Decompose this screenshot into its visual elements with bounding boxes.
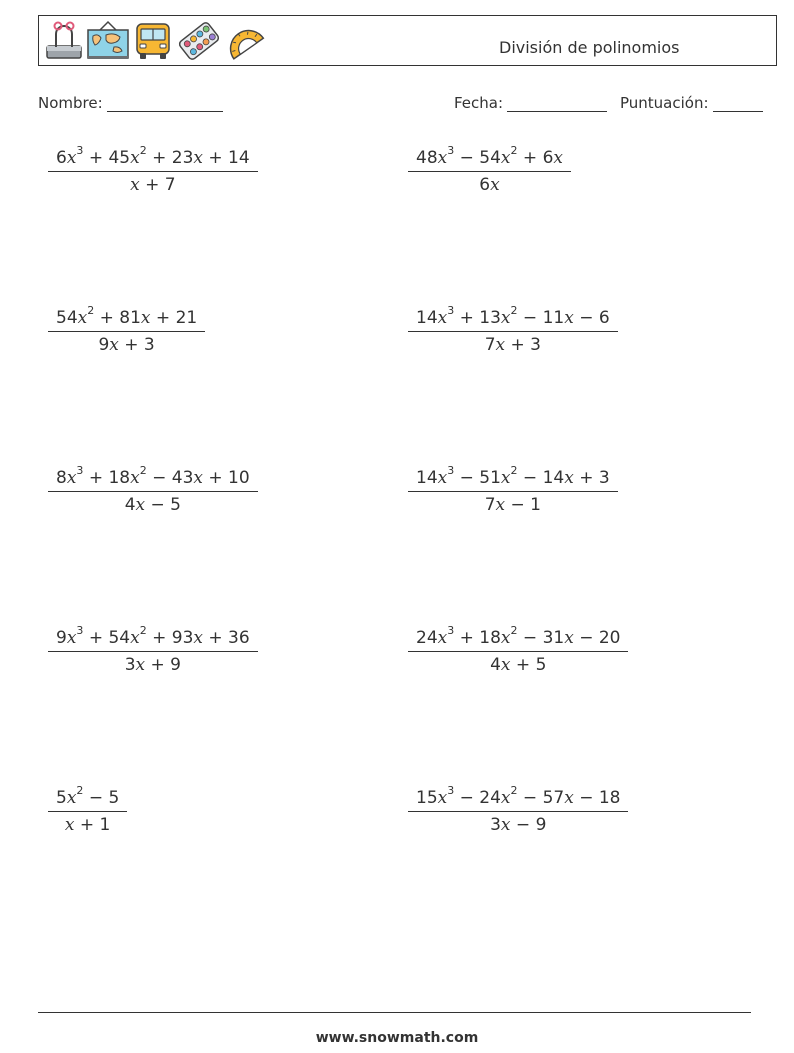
variable-x: x bbox=[564, 628, 574, 648]
term-text: 7 bbox=[484, 335, 496, 355]
denominator bbox=[408, 492, 618, 515]
worksheet-title: División de polinomios bbox=[499, 38, 680, 57]
name-label: Nombre: bbox=[38, 94, 103, 112]
term-text: + 13 bbox=[454, 308, 501, 328]
variable-x: x bbox=[500, 468, 511, 488]
term-text: − 18 bbox=[573, 788, 621, 808]
exponent: 2 bbox=[76, 784, 84, 798]
numerator bbox=[408, 624, 628, 651]
term-text: + 9 bbox=[145, 655, 181, 675]
exponent: 2 bbox=[87, 304, 95, 318]
paint-palette-icon bbox=[177, 20, 221, 62]
exponent: 2 bbox=[510, 304, 518, 318]
variable-x: x bbox=[140, 308, 151, 328]
numerator bbox=[408, 304, 618, 331]
protractor-icon bbox=[223, 20, 265, 62]
term-text: 3 bbox=[124, 655, 136, 675]
variable-x: x bbox=[130, 175, 140, 195]
term-text: + 10 bbox=[202, 468, 250, 488]
problem-3 bbox=[48, 304, 205, 355]
term-text: 6 bbox=[56, 148, 67, 168]
term-text: + 18 bbox=[454, 628, 501, 648]
term-text: − 5 bbox=[83, 788, 120, 808]
term-text: 4 bbox=[124, 495, 136, 515]
variable-x: x bbox=[437, 628, 448, 648]
variable-x: x bbox=[500, 788, 511, 808]
term-text: − 14 bbox=[517, 468, 565, 488]
term-text: 14 bbox=[416, 308, 438, 328]
denominator bbox=[48, 652, 258, 675]
variable-x: x bbox=[495, 495, 506, 515]
problem-7 bbox=[48, 624, 258, 675]
denominator bbox=[48, 492, 258, 515]
term-text: + 14 bbox=[202, 148, 250, 168]
date-blank-line[interactable] bbox=[507, 95, 607, 112]
date-label: Fecha: bbox=[454, 94, 504, 112]
exponent: 2 bbox=[139, 464, 147, 478]
term-text: − 6 bbox=[573, 308, 610, 328]
exponent: 3 bbox=[447, 784, 455, 798]
binder-clip-icon bbox=[44, 20, 84, 62]
term-text: + 7 bbox=[139, 175, 176, 195]
variable-x: x bbox=[130, 468, 140, 488]
exponent: 3 bbox=[76, 144, 84, 158]
term-text: − 43 bbox=[146, 468, 194, 488]
term-text: − 31 bbox=[517, 628, 565, 648]
variable-x: x bbox=[437, 468, 448, 488]
score-field[interactable] bbox=[620, 94, 763, 112]
term-text: + 36 bbox=[202, 628, 250, 648]
term-text: + 45 bbox=[83, 148, 131, 168]
term-text: − 57 bbox=[517, 788, 565, 808]
term-text: + 93 bbox=[146, 628, 194, 648]
term-text: + 5 bbox=[510, 655, 547, 675]
term-text: + 21 bbox=[150, 308, 198, 328]
exponent: 3 bbox=[447, 304, 455, 318]
problem-6 bbox=[408, 464, 618, 515]
term-text: 14 bbox=[416, 468, 438, 488]
term-text: 54 bbox=[56, 308, 78, 328]
problem-9 bbox=[48, 784, 127, 835]
denominator bbox=[408, 332, 618, 355]
date-field[interactable] bbox=[454, 94, 607, 112]
term-text: 9 bbox=[56, 628, 67, 648]
variable-x: x bbox=[130, 628, 140, 648]
denominator bbox=[408, 172, 571, 195]
term-text: + 3 bbox=[573, 468, 610, 488]
variable-x: x bbox=[564, 308, 574, 328]
denominator bbox=[408, 652, 628, 675]
term-text: 7 bbox=[484, 495, 496, 515]
term-text: − 5 bbox=[145, 495, 181, 515]
variable-x: x bbox=[564, 788, 574, 808]
worksheet-header bbox=[38, 15, 777, 66]
term-text: 15 bbox=[416, 788, 438, 808]
variable-x: x bbox=[500, 815, 511, 835]
variable-x: x bbox=[64, 815, 75, 835]
numerator bbox=[48, 304, 205, 331]
variable-x: x bbox=[193, 628, 203, 648]
term-text: − 24 bbox=[454, 788, 501, 808]
problem-2 bbox=[408, 144, 571, 195]
term-text: − 9 bbox=[510, 815, 547, 835]
variable-x: x bbox=[437, 308, 448, 328]
problem-1 bbox=[48, 144, 258, 195]
variable-x: x bbox=[553, 148, 563, 168]
problem-10 bbox=[408, 784, 628, 835]
problem-8 bbox=[408, 624, 628, 675]
term-text: − 54 bbox=[454, 148, 501, 168]
term-text: − 1 bbox=[505, 495, 541, 515]
term-text: + 6 bbox=[517, 148, 554, 168]
variable-x: x bbox=[66, 628, 77, 648]
score-label: Puntuación: bbox=[620, 94, 709, 112]
name-blank-line[interactable] bbox=[107, 95, 223, 112]
footer-divider bbox=[38, 1012, 751, 1013]
variable-x: x bbox=[500, 655, 511, 675]
variable-x: x bbox=[130, 148, 140, 168]
term-text: 3 bbox=[490, 815, 501, 835]
numerator bbox=[48, 464, 258, 491]
numerator bbox=[408, 784, 628, 811]
exponent: 2 bbox=[139, 144, 147, 158]
term-text: + 23 bbox=[146, 148, 194, 168]
problem-4 bbox=[408, 304, 618, 355]
variable-x: x bbox=[66, 468, 77, 488]
exponent: 3 bbox=[447, 464, 455, 478]
numerator bbox=[48, 784, 127, 811]
term-text: + 18 bbox=[83, 468, 131, 488]
term-text: 24 bbox=[416, 628, 438, 648]
variable-x: x bbox=[500, 308, 511, 328]
term-text: 9 bbox=[98, 335, 110, 355]
denominator bbox=[408, 812, 628, 835]
exponent: 2 bbox=[510, 624, 518, 638]
term-text: − 20 bbox=[573, 628, 621, 648]
variable-x: x bbox=[109, 335, 119, 355]
term-text: − 11 bbox=[517, 308, 565, 328]
variable-x: x bbox=[77, 308, 88, 328]
variable-x: x bbox=[495, 335, 506, 355]
school-bus-icon bbox=[133, 20, 173, 62]
term-text: 8 bbox=[56, 468, 67, 488]
score-blank-line[interactable] bbox=[713, 95, 763, 112]
variable-x: x bbox=[500, 628, 511, 648]
term-text: 4 bbox=[490, 655, 501, 675]
term-text: + 54 bbox=[83, 628, 131, 648]
variable-x: x bbox=[66, 788, 77, 808]
term-text: 5 bbox=[56, 788, 67, 808]
footer-url: www.snowmath.com bbox=[315, 1030, 479, 1046]
denominator bbox=[48, 172, 258, 195]
variable-x: x bbox=[564, 468, 574, 488]
world-map-board-icon bbox=[86, 20, 130, 62]
variable-x: x bbox=[490, 175, 500, 195]
term-text: + 1 bbox=[74, 815, 111, 835]
variable-x: x bbox=[500, 148, 511, 168]
numerator bbox=[48, 144, 258, 171]
term-text: + 3 bbox=[118, 335, 155, 355]
exponent: 2 bbox=[510, 144, 518, 158]
problem-5 bbox=[48, 464, 258, 515]
exponent: 3 bbox=[447, 144, 455, 158]
exponent: 3 bbox=[447, 624, 455, 638]
exponent: 2 bbox=[510, 464, 518, 478]
exponent: 2 bbox=[139, 624, 147, 638]
variable-x: x bbox=[193, 468, 203, 488]
variable-x: x bbox=[135, 495, 146, 515]
term-text: + 3 bbox=[505, 335, 541, 355]
denominator bbox=[48, 332, 205, 355]
variable-x: x bbox=[437, 148, 448, 168]
term-text: + 81 bbox=[94, 308, 141, 328]
variable-x: x bbox=[66, 148, 77, 168]
term-text: 6 bbox=[479, 175, 491, 195]
term-text: − 51 bbox=[454, 468, 501, 488]
numerator bbox=[408, 144, 571, 171]
denominator bbox=[48, 812, 127, 835]
variable-x: x bbox=[437, 788, 448, 808]
variable-x: x bbox=[193, 148, 203, 168]
name-field[interactable] bbox=[38, 94, 223, 112]
exponent: 3 bbox=[76, 464, 84, 478]
exponent: 3 bbox=[76, 624, 84, 638]
variable-x: x bbox=[135, 655, 146, 675]
exponent: 2 bbox=[510, 784, 518, 798]
numerator bbox=[48, 624, 258, 651]
numerator bbox=[408, 464, 618, 491]
term-text: 48 bbox=[416, 148, 438, 168]
